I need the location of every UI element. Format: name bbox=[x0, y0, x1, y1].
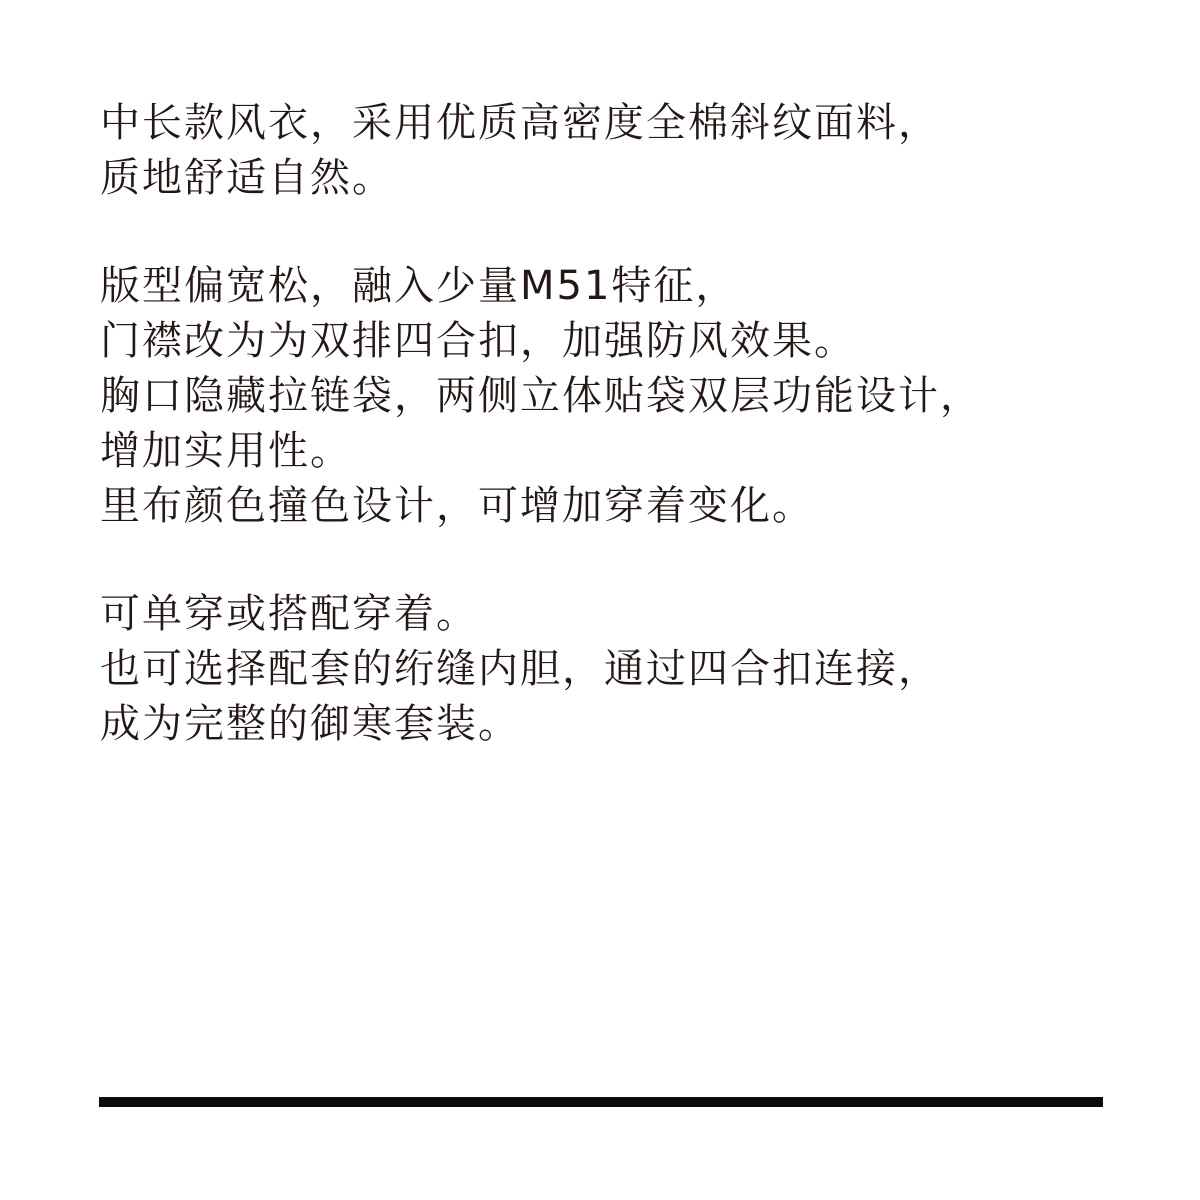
text-line: 门襟改为为双排四合扣，加强防风效果。 bbox=[100, 318, 856, 364]
text-line: 质地舒适自然。 bbox=[100, 155, 394, 201]
text-line: 版型偏宽松，融入少量M51特征， bbox=[100, 263, 738, 309]
text-line: 里布颜色撞色设计，可增加穿着变化。 bbox=[100, 483, 814, 529]
text-line: 可单穿或搭配穿着。 bbox=[100, 591, 478, 637]
paragraph-fabric bbox=[100, 96, 1160, 206]
text-line: 也可选择配套的绗缝内胆，通过四合扣连接， bbox=[100, 646, 940, 692]
bottom-divider bbox=[99, 1097, 1103, 1107]
paragraph-design bbox=[100, 259, 1160, 534]
text-line: 中长款风衣，采用优质高密度全棉斜纹面料， bbox=[100, 100, 940, 146]
text-line: 胸口隐藏拉链袋，两侧立体贴袋双层功能设计， bbox=[100, 373, 982, 419]
product-description bbox=[100, 96, 1160, 752]
text-line: 增加实用性。 bbox=[100, 428, 352, 474]
text-line: 成为完整的御寒套装。 bbox=[100, 701, 520, 747]
paragraph-wearing bbox=[100, 587, 1160, 752]
